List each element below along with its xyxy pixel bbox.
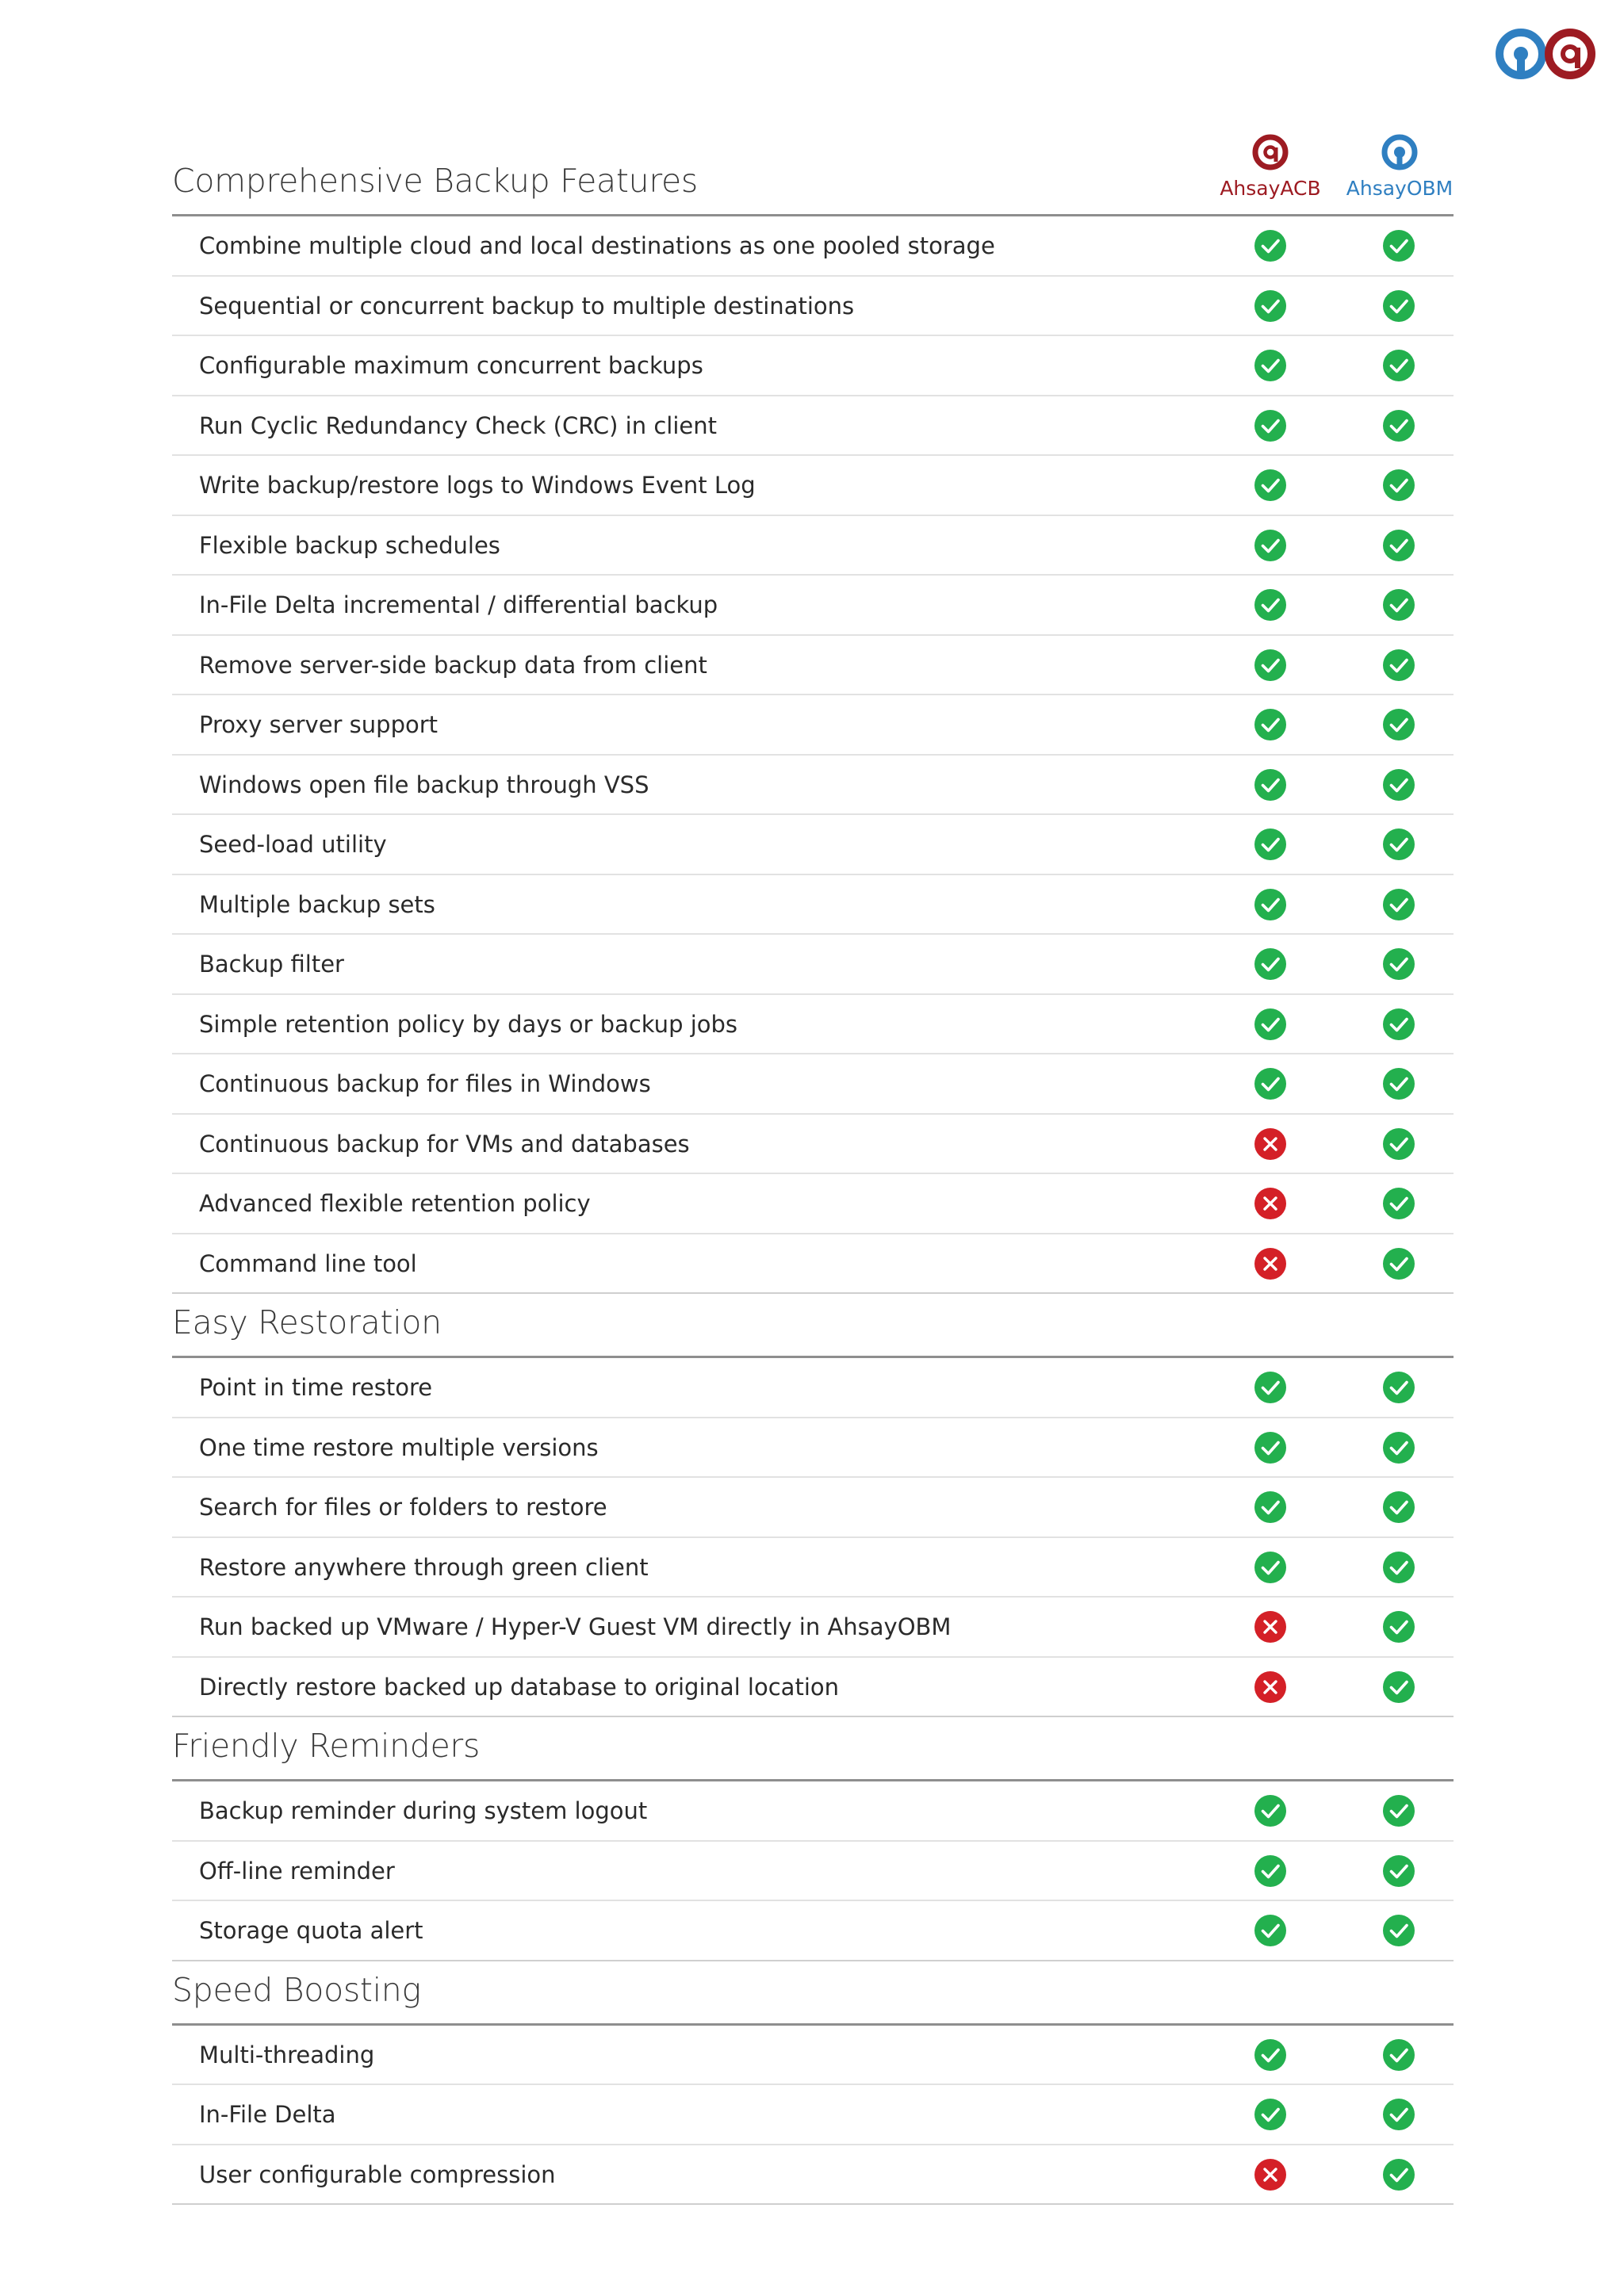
table-row (172, 636, 1454, 696)
check-icon (1382, 289, 1415, 323)
feature-label: Point in time restore (199, 1374, 433, 1401)
feature-label: Off-line reminder (199, 1857, 395, 1885)
section-header (172, 1961, 1454, 2026)
column-header-label: AhsayOBM (1346, 177, 1454, 200)
feature-label: Remove server-side backup data from client (199, 651, 707, 679)
feature-label: User configurable compression (199, 2160, 556, 2188)
check-icon (1382, 708, 1415, 741)
check-icon (1382, 1914, 1415, 1947)
section-title: Speed Boosting (172, 1970, 421, 2009)
check-icon (1382, 2098, 1415, 2131)
table-row (172, 336, 1454, 396)
check-icon (1254, 529, 1287, 562)
feature-label: In-File Delta (199, 2101, 336, 2128)
check-icon (1382, 1371, 1415, 1404)
check-icon (1382, 1008, 1415, 1041)
check-icon (1254, 1067, 1287, 1100)
feature-label: Combine multiple cloud and local destinations as one pooled storage (199, 232, 995, 259)
feature-label: Multiple backup sets (199, 890, 435, 918)
check-icon (1382, 349, 1415, 382)
section-header (172, 123, 1454, 216)
check-icon (1254, 409, 1287, 442)
check-icon (1382, 1854, 1415, 1888)
column-header-ahsayacb (1215, 132, 1326, 200)
check-icon (1382, 469, 1415, 502)
check-icon (1254, 708, 1287, 741)
table-row (172, 875, 1454, 936)
feature-label: Seed-load utility (199, 831, 387, 858)
table-row (172, 1054, 1454, 1115)
feature-label: Backup filter (199, 951, 344, 978)
section-title: Easy Restoration (172, 1303, 442, 1341)
check-icon (1254, 2098, 1287, 2131)
feature-label: Storage quota alert (199, 1917, 423, 1944)
check-icon (1254, 649, 1287, 682)
table-row (172, 516, 1454, 576)
table-row (172, 396, 1454, 457)
check-icon (1254, 1854, 1287, 1888)
table-row (172, 576, 1454, 636)
check-icon (1382, 1067, 1415, 1100)
table-row (172, 1781, 1454, 1842)
table-row (172, 756, 1454, 816)
check-icon (1382, 588, 1415, 622)
column-header-label: AhsayACB (1220, 177, 1321, 200)
table-row (172, 2026, 1454, 2086)
check-icon (1254, 1914, 1287, 1947)
table-row (172, 1842, 1454, 1902)
check-icon (1382, 1551, 1415, 1584)
feature-label: Directly restore backed up database to original location (199, 1673, 840, 1701)
cross-icon (1254, 1127, 1287, 1161)
check-icon (1382, 768, 1415, 802)
check-icon (1254, 289, 1287, 323)
check-icon (1254, 1431, 1287, 1464)
check-icon (1254, 1551, 1287, 1584)
table-row (172, 2085, 1454, 2145)
feature-label: Proxy server support (199, 711, 439, 738)
feature-label: Continuous backup for files in Windows (199, 1070, 651, 1097)
check-icon (1254, 947, 1287, 981)
feature-label: Sequential or concurrent backup to multiple destinations (199, 292, 855, 320)
table-row (172, 935, 1454, 995)
check-icon (1254, 349, 1287, 382)
table-row (172, 1174, 1454, 1234)
check-icon (1254, 888, 1287, 921)
check-icon (1254, 229, 1287, 262)
check-icon (1254, 1794, 1287, 1827)
table-row (172, 1358, 1454, 1418)
check-icon (1382, 529, 1415, 562)
table-row (172, 995, 1454, 1055)
feature-label: Windows open file backup through VSS (199, 771, 649, 798)
feature-label: Backup reminder during system logout (199, 1797, 648, 1824)
check-icon (1254, 1371, 1287, 1404)
table-row (172, 1598, 1454, 1658)
check-icon (1382, 1490, 1415, 1524)
check-icon (1382, 2158, 1415, 2191)
check-icon (1254, 768, 1287, 802)
check-icon (1254, 1490, 1287, 1524)
check-icon (1382, 947, 1415, 981)
feature-label: Advanced flexible retention policy (199, 1190, 591, 1217)
check-icon (1382, 1247, 1415, 1280)
table-row (172, 456, 1454, 516)
feature-label: Simple retention policy by days or backup jobs (199, 1010, 738, 1038)
table-row (172, 1478, 1454, 1538)
check-icon (1254, 469, 1287, 502)
table-row (172, 815, 1454, 875)
feature-label: Configurable maximum concurrent backups (199, 352, 703, 379)
table-row (172, 1658, 1454, 1718)
table-row (172, 1538, 1454, 1598)
table-row (172, 2145, 1454, 2206)
feature-label: Run Cyclic Redundancy Check (CRC) in client (199, 411, 717, 439)
check-icon (1254, 1008, 1287, 1041)
table-row (172, 1115, 1454, 1175)
check-icon (1382, 1431, 1415, 1464)
cross-icon (1254, 1247, 1287, 1280)
ahsay-corner-logo-icon (1492, 25, 1600, 82)
ahsay-acb-logo-icon (1215, 132, 1326, 172)
section-header (172, 1294, 1454, 1358)
check-icon (1382, 229, 1415, 262)
check-icon (1382, 1127, 1415, 1161)
ahsay-obm-logo-icon (1344, 132, 1455, 172)
check-icon (1382, 409, 1415, 442)
cross-icon (1254, 1610, 1287, 1644)
cross-icon (1254, 2158, 1287, 2191)
feature-label: Command line tool (199, 1249, 417, 1277)
check-icon (1254, 588, 1287, 622)
check-icon (1382, 1187, 1415, 1220)
feature-label: In-File Delta incremental / differential backup (199, 591, 718, 618)
cross-icon (1254, 1670, 1287, 1704)
check-icon (1382, 1794, 1415, 1827)
feature-label: Search for files or folders to restore (199, 1494, 607, 1521)
column-header-ahsayobm (1344, 132, 1455, 200)
check-icon (1382, 828, 1415, 861)
section-title: Friendly Reminders (172, 1727, 481, 1765)
table-row (172, 1418, 1454, 1479)
check-icon (1382, 2038, 1415, 2072)
table-row (172, 216, 1454, 277)
feature-label: Multi-threading (199, 2041, 375, 2068)
feature-label: Continuous backup for VMs and databases (199, 1130, 690, 1158)
check-icon (1254, 828, 1287, 861)
check-icon (1254, 2038, 1287, 2072)
section-header (172, 1717, 1454, 1781)
table-row (172, 1234, 1454, 1295)
check-icon (1382, 1610, 1415, 1644)
feature-label: Write backup/restore logs to Windows Event Log (199, 472, 756, 499)
table-row (172, 695, 1454, 756)
section-title: Comprehensive Backup Features (172, 162, 698, 200)
feature-label: Restore anywhere through green client (199, 1553, 649, 1581)
check-icon (1382, 1670, 1415, 1704)
feature-label: One time restore multiple versions (199, 1433, 599, 1461)
table-row (172, 277, 1454, 337)
table-row (172, 1901, 1454, 1961)
check-icon (1382, 649, 1415, 682)
check-icon (1382, 888, 1415, 921)
feature-comparison-table (172, 123, 1454, 2205)
feature-label: Flexible backup schedules (199, 531, 500, 559)
feature-label: Run backed up VMware / Hyper-V Guest VM directly in AhsayOBM (199, 1613, 952, 1640)
cross-icon (1254, 1187, 1287, 1220)
